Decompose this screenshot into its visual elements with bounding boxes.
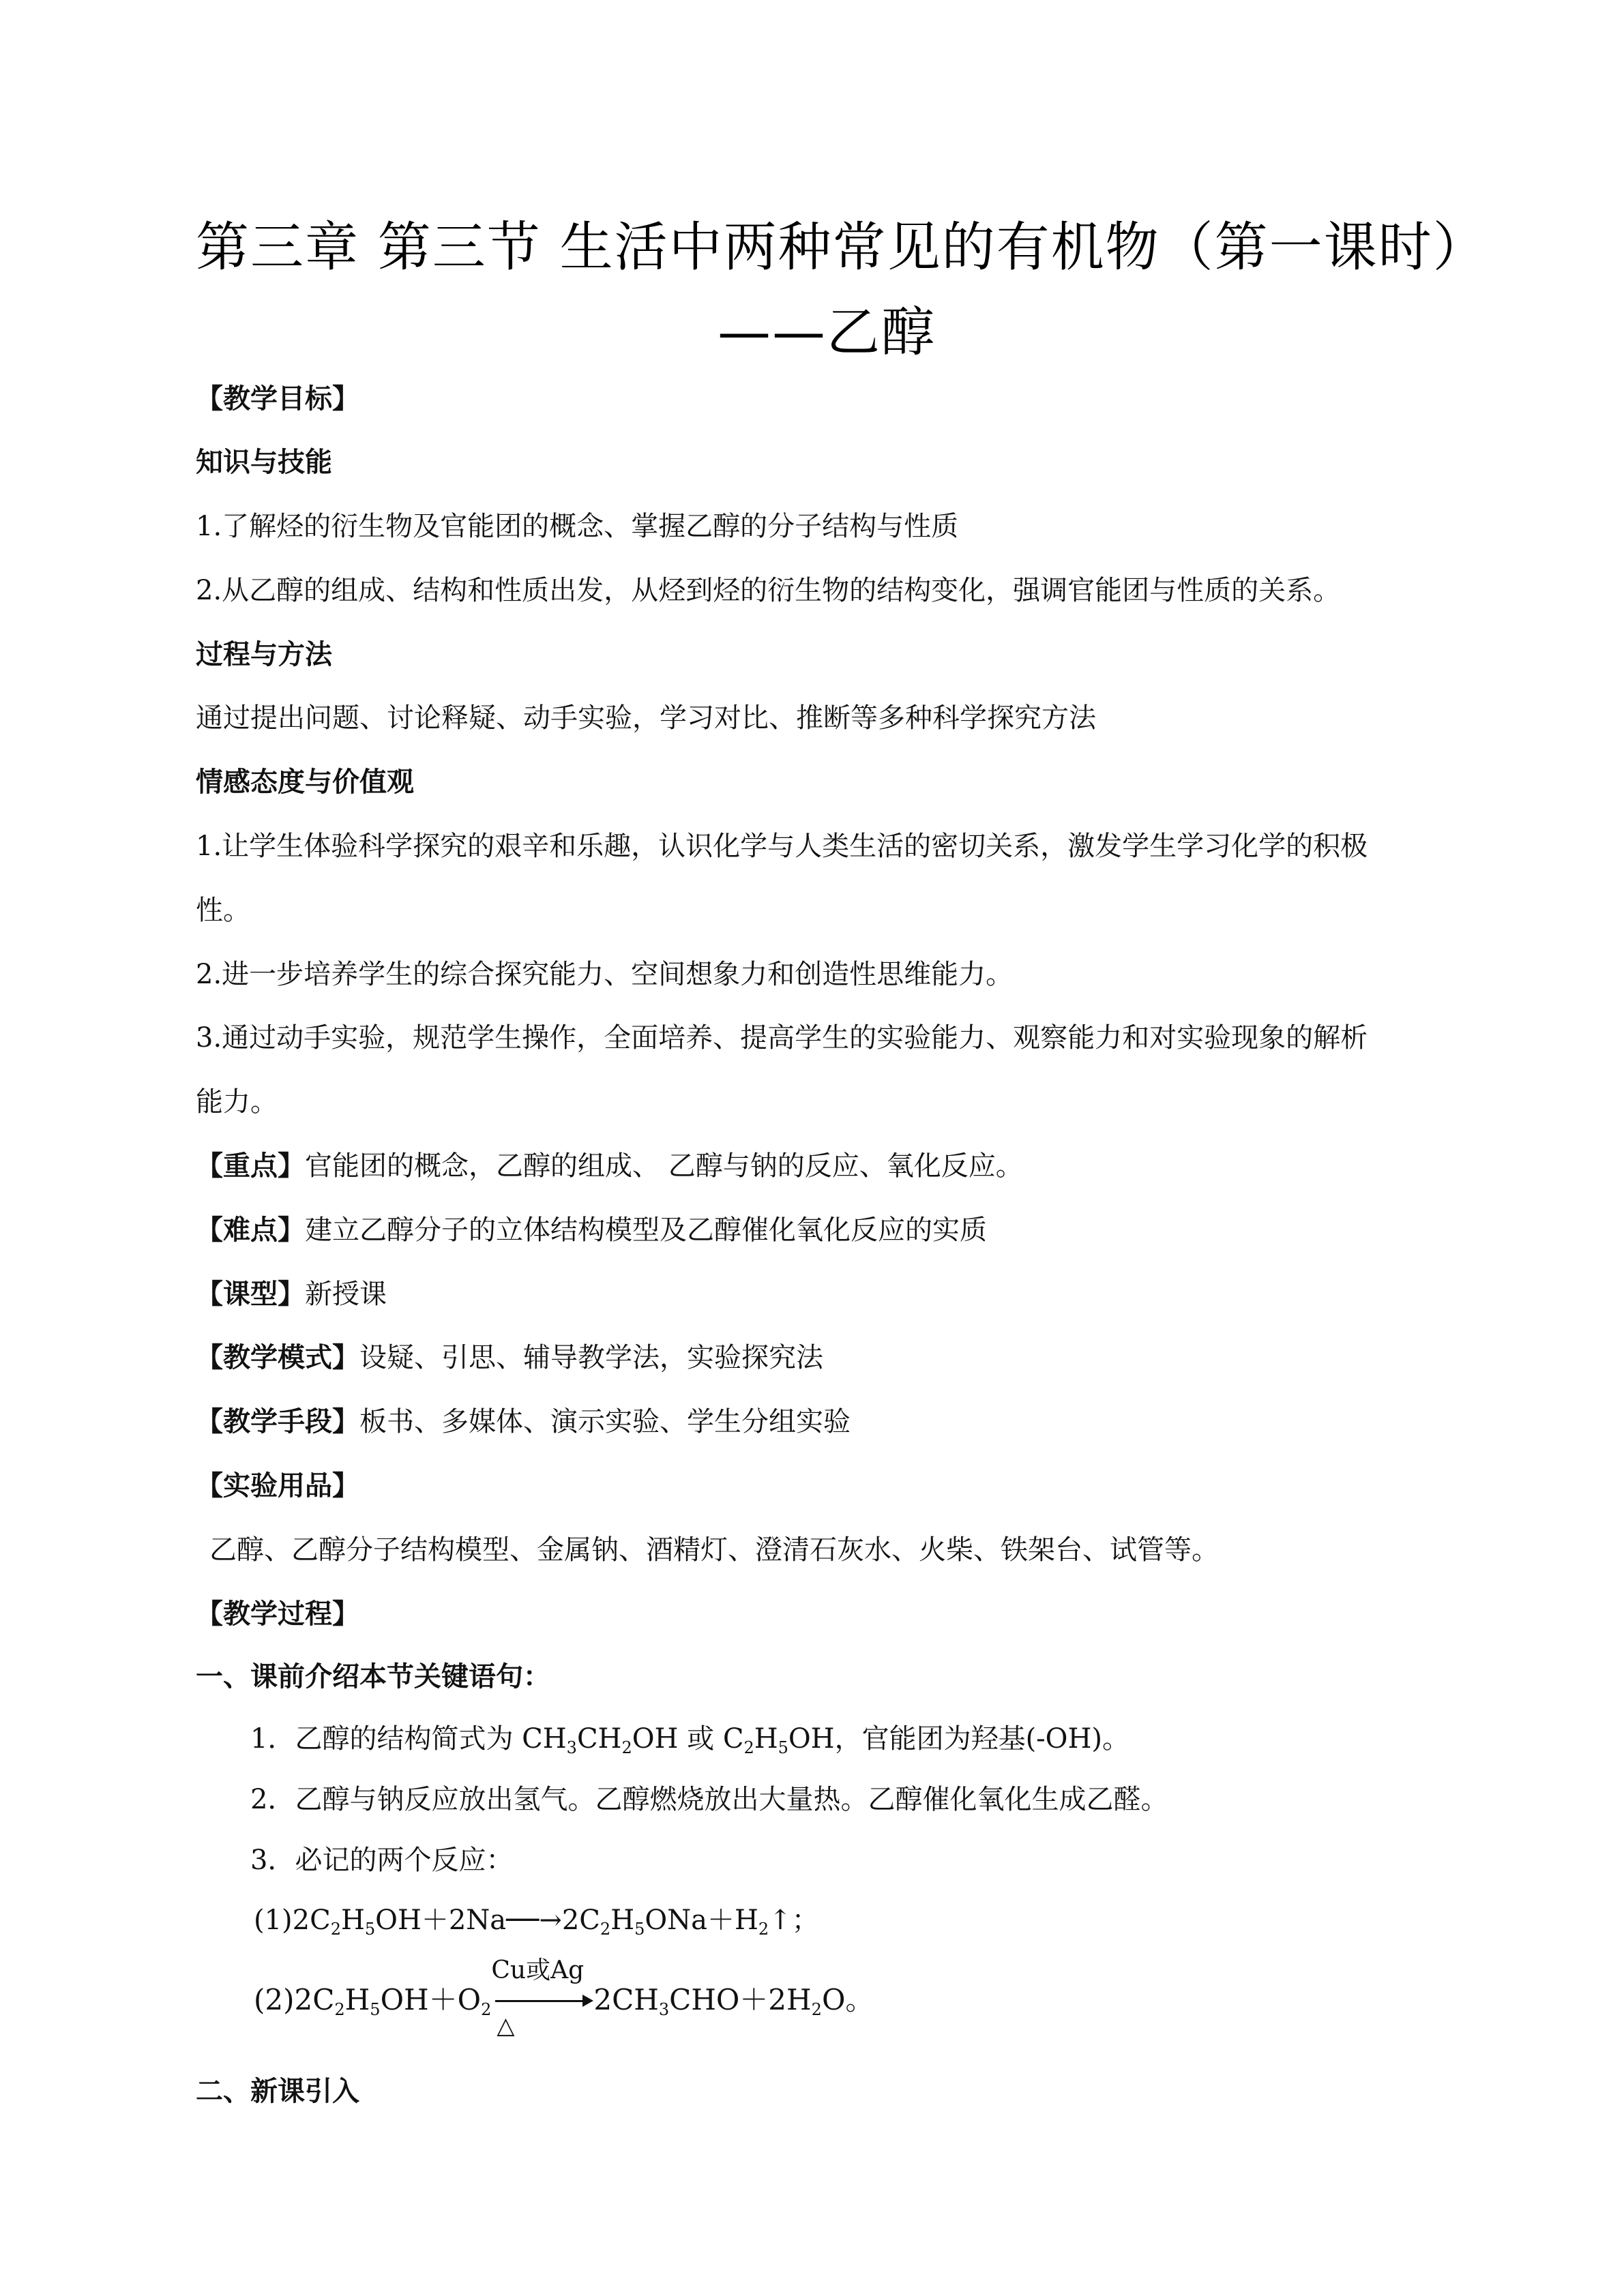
reaction-condition	[491, 1956, 593, 2040]
process-heading: 过程与方法	[196, 638, 332, 670]
knowledge-item-2: 2.从乙醇的组成、结构和性质出发，从烃到烃的衍生物的结构变化，强调官能团与性质的关系。	[196, 575, 1341, 606]
difficulty-text: 建立乙醇分子的立体结构模型及乙醇催化氧化反应的实质	[305, 1214, 987, 1246]
knowledge-heading: 知识与技能	[196, 446, 332, 478]
mode-label: 【教学模式】	[196, 1341, 359, 1373]
reaction-arrow-icon	[582, 1995, 593, 2007]
teaching-mode	[196, 1341, 823, 1373]
section1-item-2: 2．乙醇与钠反应放出氢气。乙醇燃烧放出大量热。乙醇催化氧化生成乙醛。	[250, 1784, 1168, 1815]
section1-item-3: 3．必记的两个反应：	[250, 1845, 514, 1876]
emotion-item-1a: 1.让学生体验科学探究的艰辛和乐趣，认识化学与人类生活的密切关系，激发学生学习化学的积极	[196, 831, 1368, 862]
catalyst-label: Cu或Ag	[491, 1956, 585, 1984]
section1-heading: 一、课前介绍本节关键语句：	[196, 1660, 550, 1693]
section1-item-1: 1．乙醇的结构简式为 $CH_3CH_2OH$ 或 $C_2H_5OH$，官能团为羟基(-OH)。	[250, 1723, 1130, 1757]
lesson-type	[196, 1278, 387, 1310]
emotion-item-3b: 能力。	[196, 1086, 278, 1118]
type-label: 【课型】	[196, 1278, 305, 1310]
key-text: 官能团的概念，乙醇的组成、 乙醇与钠的反应、氧化反应。	[305, 1150, 1023, 1182]
means-label: 【教学手段】	[196, 1405, 359, 1437]
emotion-item-1b: 性。	[196, 895, 250, 926]
type-text: 新授课	[305, 1279, 387, 1310]
reaction-arrow-line	[495, 2000, 584, 2002]
mode-text: 设疑、引思、辅导教学法，实验探究法	[359, 1342, 823, 1373]
heating-icon: △	[497, 2012, 515, 2040]
objectives-heading: 【教学目标】	[196, 383, 359, 415]
page-title: 第三章 第三节 生活中两种常见的有机物（第一课时）	[196, 217, 1488, 278]
equation-2: $(2)2C_2H_5OH+O_2$ Cu或Ag △ $2CH_3CHO+2H_2O$。	[254, 1956, 874, 2040]
process-item-1: 通过提出问题、讨论释疑、动手实验，学习对比、推断等多种科学探究方法	[196, 702, 1096, 734]
supplies-heading: 【实验用品】	[196, 1470, 359, 1502]
key-points	[196, 1152, 1023, 1180]
supplies-text: 乙醇、乙醇分子结构模型、金属钠、酒精灯、澄清石灰水、火柴、铁架台、试管等。	[209, 1534, 1219, 1566]
process-label: 【教学过程】	[196, 1598, 359, 1630]
emotion-heading: 情感态度与价值观	[196, 766, 414, 798]
difficulty-label: 【难点】	[196, 1214, 305, 1246]
emotion-item-2: 2.进一步培养学生的综合探究能力、空间想象力和创造性思维能力。	[196, 959, 1014, 990]
reaction-arrow-icon: ──→	[506, 1905, 562, 1936]
difficulty-points	[196, 1214, 987, 1246]
teaching-means	[196, 1405, 851, 1437]
emotion-item-3a: 3.通过动手实验，规范学生操作，全面培养、提高学生的实验能力、观察能力和对实验现象的解析	[196, 1022, 1368, 1054]
knowledge-item-1: 1.了解烃的衍生物及官能团的概念、掌握乙醇的分子结构与性质	[196, 511, 959, 542]
key-label: 【重点】	[196, 1150, 305, 1182]
section2-heading: 二、新课引入	[196, 2075, 359, 2107]
means-text: 板书、多媒体、演示实验、学生分组实验	[359, 1406, 851, 1437]
page-subtitle: ——乙醇	[718, 302, 936, 363]
equation-1: $(1)2C_2H_5OH+2Na──\to 2C_2H_5ONa+H_2↑$；	[254, 1905, 819, 1939]
